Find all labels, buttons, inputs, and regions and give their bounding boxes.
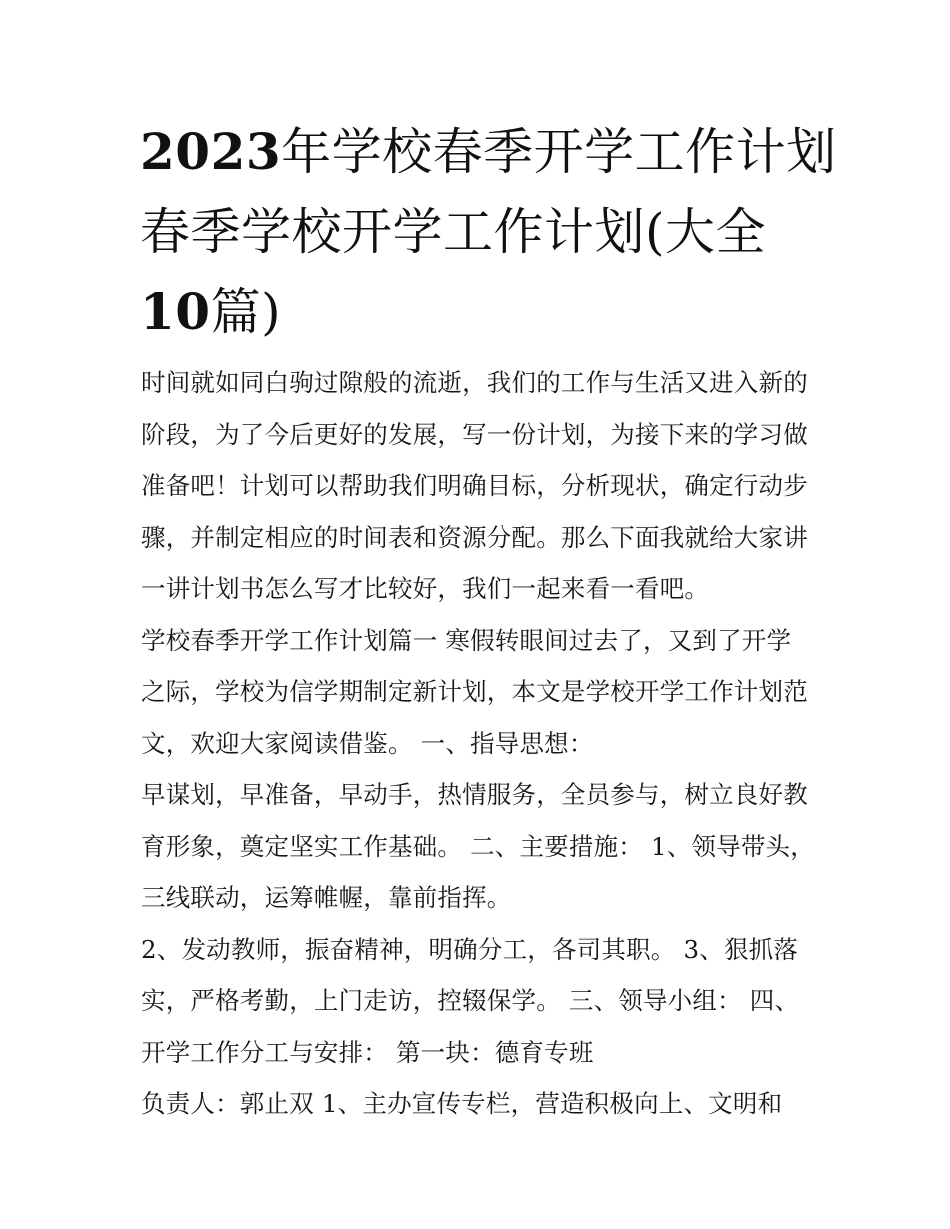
title-line [140,112,837,192]
body-line: 时间就如同白驹过隙般的流逝，我们的工作与生活又进入新的 [141,368,808,397]
body-line: 育形象，奠定坚实工作基础。 二、主要措施： 1、领导带头， [141,831,815,861]
body-line: 骤，并制定相应的时间表和资源分配。那么下面我就给大家讲 [141,522,808,552]
title-count: 10 [140,282,211,341]
document-title [140,112,837,352]
body-line: 三线联动，运筹帷幄，靠前指挥。 [141,883,512,912]
title-text: 篇) [210,283,282,341]
title-text: 年学校春季开学工作计划 [281,123,837,181]
body-line: 阶段，为了今后更好的发展，写一份计划，为接下来的学习做 [141,419,808,449]
body-line: 早谋划，早准备，早动手，热情服务，全员参与，树立良好教 [141,780,808,809]
body-line: 文，欢迎大家阅读借鉴。 一、指导思想： [141,728,594,758]
title-line [140,192,830,272]
title-year: 2023 [140,122,282,181]
title-line [140,272,830,352]
body-line: 学校春季开学工作计划篇一 寒假转眼间过去了，又到了开学 [141,625,792,655]
body-line: 2、发动教师，振奋精神，明确分工，各司其职。 3、狠抓落 [141,934,799,964]
body-line: 之际，学校为信学期制定新计划，本文是学校开学工作计划范 [141,677,808,706]
body-line: 开学工作分工与安排： 第一块：德育专班 [141,1037,594,1067]
body-line: 准备吧！计划可以帮助我们明确目标，分析现状，确定行动步 [141,471,808,500]
body-line: 实，严格考勤，上门走访，控辍保学。 三、领导小组： 四、 [141,986,800,1015]
body-line: 负责人：郭止双 1、主办宣传专栏，营造积极向上、文明和 [141,1089,783,1118]
document-body [141,357,821,1130]
body-line: 一讲计划书怎么写才比较好，我们一起来看一看吧。 [141,574,710,603]
title-text: 春季学校开学工作计划(大全 [140,203,767,261]
